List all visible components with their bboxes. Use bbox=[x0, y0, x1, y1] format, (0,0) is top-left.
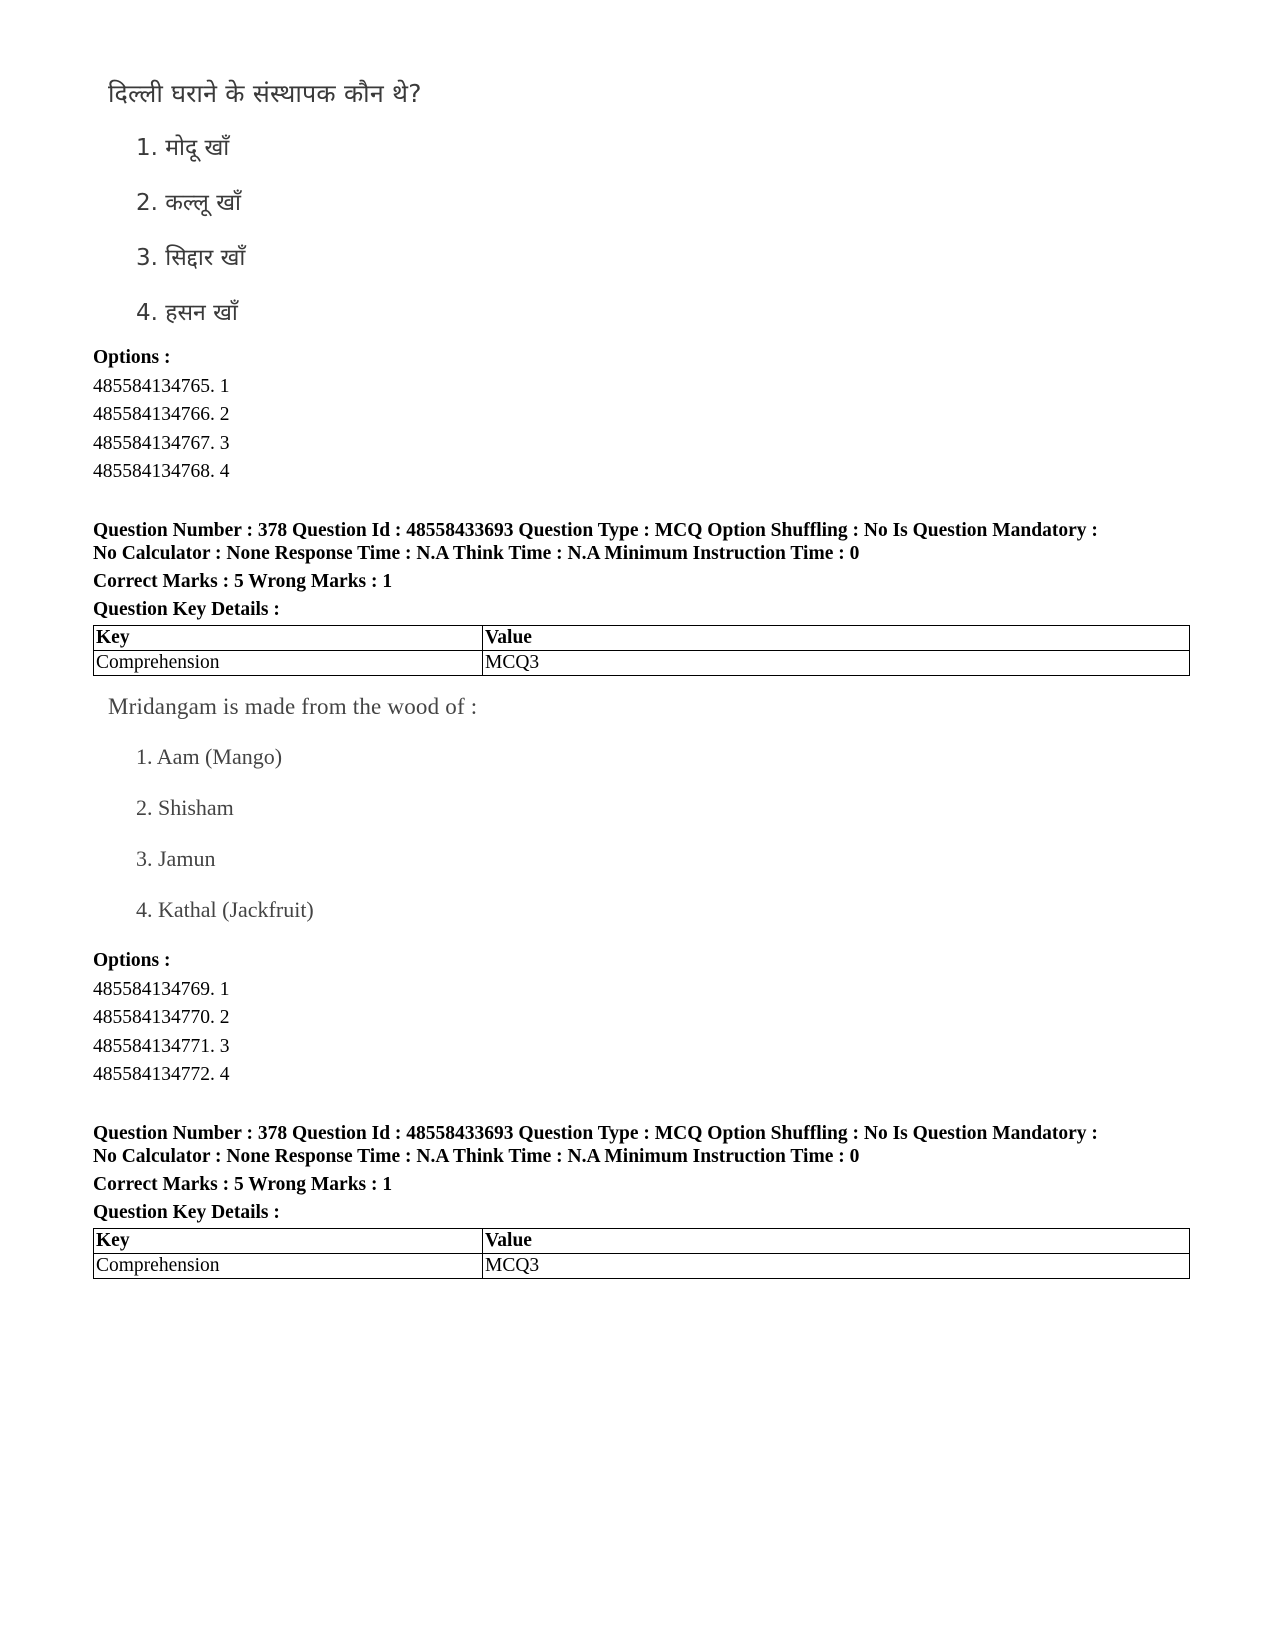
option-item: 485584134766. 2 bbox=[93, 404, 230, 425]
table-header-cell: Value bbox=[483, 626, 1190, 651]
table-header-row bbox=[94, 626, 1190, 651]
question-meta-a bbox=[93, 519, 1183, 676]
options-heading: Options : bbox=[93, 950, 171, 971]
question-stem: Mridangam is made from the wood of : bbox=[108, 694, 478, 719]
table-cell: Comprehension bbox=[94, 1254, 483, 1279]
marks-line: Correct Marks : 5 Wrong Marks : 1 bbox=[93, 571, 393, 592]
options-list-b bbox=[93, 947, 1183, 1090]
question-choice: 1. Aam (Mango) bbox=[136, 744, 283, 769]
table-row bbox=[94, 1254, 1190, 1279]
question-choice: 3. सिद्दार खाँ bbox=[136, 245, 246, 271]
table-header-row bbox=[94, 1229, 1190, 1254]
options-list-a bbox=[93, 344, 1183, 487]
table-header-cell: Key bbox=[94, 626, 483, 651]
question-meta-line: Question Number : 378 Question Id : 48558433693 Question Type : MCQ Option Shuffling : No Is Question Mandatory : bbox=[93, 1123, 1098, 1144]
question-choice: 4. Kathal (Jackfruit) bbox=[136, 897, 314, 922]
table-header-cell: Key bbox=[94, 1229, 483, 1254]
option-item: 485584134770. 2 bbox=[93, 1007, 230, 1028]
question-meta-line: No Calculator : None Response Time : N.A Think Time : N.A Minimum Instruction Time : 0 bbox=[93, 543, 860, 564]
option-item: 485584134768. 4 bbox=[93, 461, 230, 482]
question-choice: 4. हसन खाँ bbox=[136, 300, 238, 326]
option-item: 485584134772. 4 bbox=[93, 1064, 230, 1085]
table-header-cell: Value bbox=[483, 1229, 1190, 1254]
key-details-table bbox=[93, 625, 1190, 676]
table-cell: Comprehension bbox=[94, 651, 483, 676]
question-meta-b bbox=[93, 1122, 1183, 1279]
question-stem: दिल्ली घराने के संस्थापक कौन थे? bbox=[108, 79, 422, 108]
table-cell: MCQ3 bbox=[483, 651, 1190, 676]
question-choice: 2. कल्लू खाँ bbox=[136, 190, 241, 216]
question-image-english bbox=[108, 694, 477, 930]
option-item: 485584134771. 3 bbox=[93, 1035, 230, 1057]
question-choice: 3. Jamun bbox=[136, 846, 216, 871]
key-details-table bbox=[93, 1228, 1190, 1279]
question-meta-line: No Calculator : None Response Time : N.A Think Time : N.A Minimum Instruction Time : 0 bbox=[93, 1146, 860, 1167]
table-cell: MCQ3 bbox=[483, 1254, 1190, 1279]
question-choice: 1. मोदू खाँ bbox=[136, 135, 230, 161]
marks-line: Correct Marks : 5 Wrong Marks : 1 bbox=[93, 1174, 393, 1195]
option-item: 485584134769. 1 bbox=[93, 978, 230, 1000]
options-heading: Options : bbox=[93, 347, 171, 368]
question-meta-line: Question Number : 378 Question Id : 48558433693 Question Type : MCQ Option Shuffling : No Is Question Mandatory : bbox=[93, 520, 1098, 541]
table-row bbox=[94, 651, 1190, 676]
question-image-hindi bbox=[108, 76, 422, 333]
key-details-heading: Question Key Details : bbox=[93, 599, 280, 620]
question-choice: 2. Shisham bbox=[136, 795, 234, 820]
option-item: 485584134767. 3 bbox=[93, 432, 230, 454]
option-item: 485584134765. 1 bbox=[93, 375, 230, 397]
key-details-heading: Question Key Details : bbox=[93, 1202, 280, 1223]
